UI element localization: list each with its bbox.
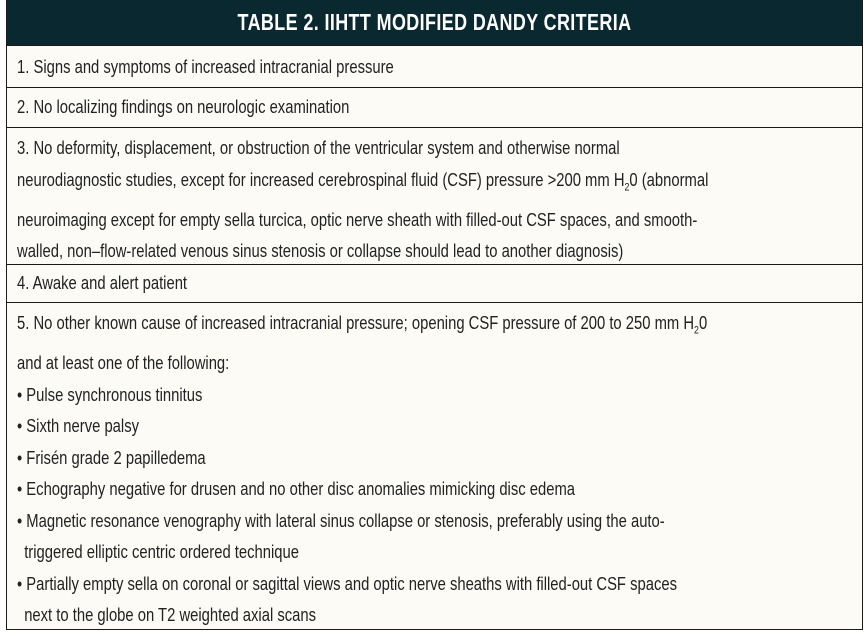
- criterion-row-1: [7, 45, 862, 87]
- criterion-text: 3. No deformity, displacement, or obstruction of the ventricular system and otherwise normal: [17, 137, 620, 158]
- criterion-row-2: [7, 87, 862, 127]
- table-title: TABLE 2. IIHTT MODIFIED DANDY CRITERIA: [237, 9, 632, 35]
- criterion-text: neuroimaging except for empty sella turcica, optic nerve sheath with filled-out CSF spaces, and smooth-: [17, 208, 698, 230]
- criterion-text: 5. No other known cause of increased intracranial pressure; opening CSF pressure of 200 to 250 mm $H_20$: [17, 312, 708, 337]
- criteria-table: [6, 0, 863, 630]
- criterion-text: 1. Signs and symptoms of increased intracranial pressure: [17, 56, 394, 77]
- bullet-item: • Echography negative for drusen and no other disc anomalies mimicking disc edema: [17, 478, 576, 500]
- bullet-item: • Pulse synchronous tinnitus: [17, 383, 203, 405]
- bullet-item: • Partially empty sella on coronal or sagittal views and optic nerve sheaths with filled-out CSF spaces: [17, 572, 677, 594]
- bullet-item: • Frisén grade 2 papilledema: [17, 446, 206, 468]
- criterion-text: and at least one of the following:: [17, 352, 230, 374]
- table-header: [7, 0, 862, 45]
- bullet-item-continuation: triggered elliptic centric ordered technique: [24, 541, 299, 563]
- criterion-row-5: [7, 302, 862, 631]
- criterion-text: 2. No localizing findings on neurologic examination: [17, 96, 350, 117]
- criterion-row-3: [7, 127, 862, 264]
- bullet-item: • Magnetic resonance venography with lateral sinus collapse or stenosis, preferably using the auto-: [17, 509, 665, 531]
- criterion-text: neurodiagnostic studies, except for increased cerebrospinal fluid (CSF) pressure >200 mm $H_20$ (abnormal: [17, 168, 709, 194]
- criterion-row-4: [7, 264, 862, 302]
- criterion-text: 4. Awake and alert patient: [17, 272, 188, 293]
- criterion-text: walled, non–flow-related venous sinus stenosis or collapse should lead to another diagnosis): [17, 240, 624, 262]
- bullet-item-continuation: next to the globe on T2 weighted axial scans: [24, 604, 317, 626]
- bullet-item: • Sixth nerve palsy: [17, 415, 139, 437]
